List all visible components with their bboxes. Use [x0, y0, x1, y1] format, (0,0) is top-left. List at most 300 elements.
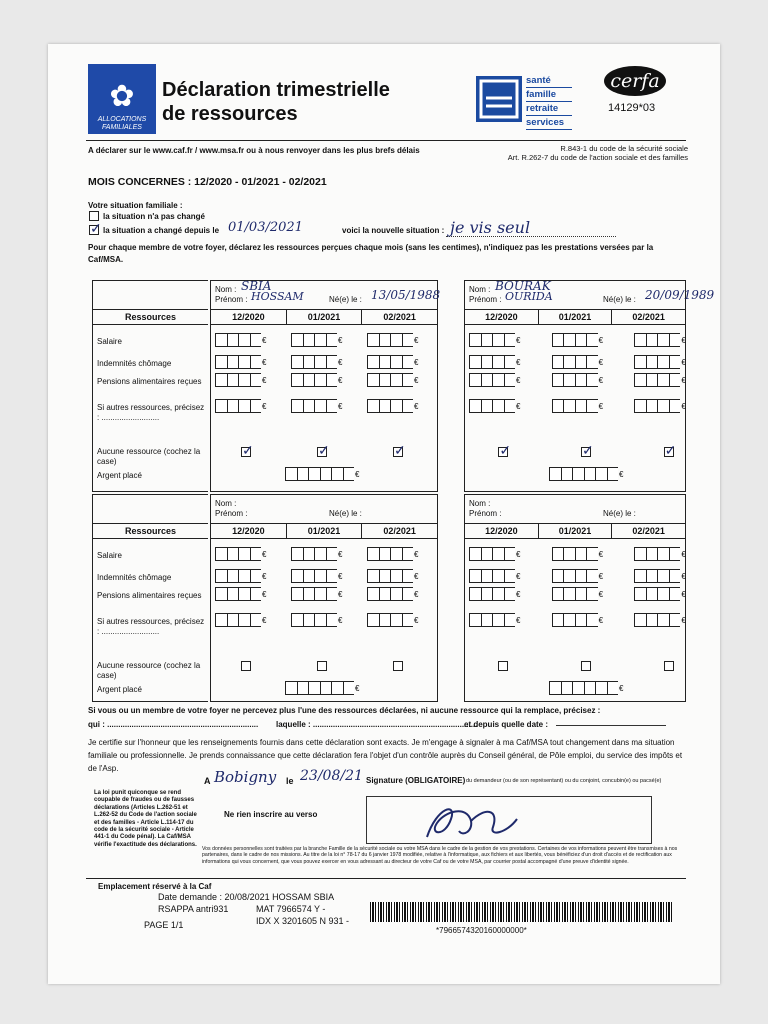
digit-box[interactable]: [402, 569, 414, 583]
digit-box[interactable]: [326, 569, 338, 583]
digit-box[interactable]: [250, 547, 262, 561]
aucune-checkbox[interactable]: [581, 661, 591, 671]
digit-box[interactable]: [303, 333, 315, 347]
digit-box[interactable]: [634, 569, 646, 583]
argent-place-input[interactable]: [285, 681, 359, 695]
amount-input[interactable]: [291, 613, 342, 627]
digit-box[interactable]: [343, 467, 355, 481]
digit-box[interactable]: [303, 587, 315, 601]
digit-box[interactable]: [215, 569, 227, 583]
aucune-checkbox[interactable]: [317, 442, 330, 458]
digit-box[interactable]: [227, 355, 239, 369]
digit-box[interactable]: [291, 355, 303, 369]
amount-input[interactable]: [215, 613, 266, 627]
digit-box[interactable]: [657, 547, 669, 561]
digit-box[interactable]: [563, 373, 575, 387]
digit-box[interactable]: [402, 333, 414, 347]
digit-box[interactable]: [646, 587, 658, 601]
amount-input[interactable]: [215, 355, 266, 369]
digit-box[interactable]: [238, 569, 250, 583]
amount-input[interactable]: [215, 333, 266, 347]
digit-box[interactable]: [481, 587, 493, 601]
amount-input[interactable]: [215, 569, 266, 583]
digit-box[interactable]: [481, 373, 493, 387]
digit-box[interactable]: [669, 355, 681, 369]
digit-box[interactable]: [303, 547, 315, 561]
digit-box[interactable]: [469, 569, 481, 583]
amount-input[interactable]: [367, 547, 418, 561]
digit-box[interactable]: [227, 547, 239, 561]
amount-input[interactable]: [552, 569, 603, 583]
digit-box[interactable]: [390, 333, 402, 347]
digit-box[interactable]: [379, 569, 391, 583]
digit-box[interactable]: [563, 399, 575, 413]
digit-box[interactable]: [563, 333, 575, 347]
amount-input[interactable]: [291, 547, 342, 561]
amount-input[interactable]: [634, 613, 685, 627]
aucune-checkbox[interactable]: [241, 661, 251, 671]
amount-input[interactable]: [215, 587, 266, 601]
nom-label: Nom :: [469, 285, 491, 294]
digit-box[interactable]: [595, 681, 607, 695]
amount-input[interactable]: [367, 613, 418, 627]
digit-box[interactable]: [634, 547, 646, 561]
digit-box[interactable]: [390, 399, 402, 413]
digit-box[interactable]: [379, 333, 391, 347]
amount-input[interactable]: [291, 373, 342, 387]
amount-input[interactable]: [634, 333, 685, 347]
digit-box[interactable]: [552, 399, 564, 413]
digit-box[interactable]: [303, 569, 315, 583]
digit-box[interactable]: [657, 373, 669, 387]
digit-box[interactable]: [402, 399, 414, 413]
digit-box[interactable]: [285, 467, 297, 481]
digit-box[interactable]: [469, 373, 481, 387]
digit-box[interactable]: [552, 355, 564, 369]
amount-input[interactable]: [469, 587, 520, 601]
digit-box[interactable]: [481, 333, 493, 347]
amount-input[interactable]: [469, 333, 520, 347]
digit-box[interactable]: [469, 333, 481, 347]
digit-box[interactable]: [575, 613, 587, 627]
digit-box[interactable]: [326, 547, 338, 561]
digit-box[interactable]: [379, 547, 391, 561]
signature-box[interactable]: [366, 796, 652, 844]
digit-box[interactable]: [238, 333, 250, 347]
argent-place-input[interactable]: [549, 681, 623, 695]
digit-box[interactable]: [367, 373, 379, 387]
digit-box[interactable]: [634, 613, 646, 627]
digit-box[interactable]: [563, 547, 575, 561]
digit-box[interactable]: [331, 681, 343, 695]
digit-box[interactable]: [504, 613, 516, 627]
digit-box[interactable]: [669, 613, 681, 627]
amount-input[interactable]: [367, 373, 418, 387]
digit-box[interactable]: [367, 399, 379, 413]
qui-field[interactable]: qui : ....................................................................: [88, 720, 259, 729]
digit-box[interactable]: [390, 373, 402, 387]
amount-input[interactable]: [634, 355, 685, 369]
digit-box[interactable]: [379, 613, 391, 627]
digit-box[interactable]: [492, 613, 504, 627]
digit-box[interactable]: [669, 399, 681, 413]
digit-box[interactable]: [326, 333, 338, 347]
digit-box[interactable]: [303, 373, 315, 387]
aucune-checkbox[interactable]: [664, 442, 677, 458]
digit-box[interactable]: [227, 333, 239, 347]
aucune-checkbox[interactable]: [241, 442, 254, 458]
digit-box[interactable]: [586, 613, 598, 627]
amount-input[interactable]: [215, 373, 266, 387]
digit-box[interactable]: [504, 587, 516, 601]
aucune-checkbox[interactable]: [498, 661, 508, 671]
amount-input[interactable]: [291, 587, 342, 601]
digit-box[interactable]: [291, 333, 303, 347]
digit-box[interactable]: [215, 399, 227, 413]
digit-box[interactable]: [549, 467, 561, 481]
digit-box[interactable]: [657, 587, 669, 601]
digit-box[interactable]: [481, 547, 493, 561]
digit-box[interactable]: [367, 613, 379, 627]
laquelle-field[interactable]: laquelle : ..........................................................................: [276, 720, 478, 729]
digit-box[interactable]: [250, 613, 262, 627]
digit-box[interactable]: [390, 569, 402, 583]
digit-box[interactable]: [314, 613, 326, 627]
digit-box[interactable]: [634, 399, 646, 413]
digit-box[interactable]: [586, 399, 598, 413]
digit-box[interactable]: [492, 547, 504, 561]
digit-box[interactable]: [238, 355, 250, 369]
digit-box[interactable]: [250, 399, 262, 413]
digit-box[interactable]: [657, 333, 669, 347]
digit-box[interactable]: [563, 587, 575, 601]
digit-box[interactable]: [303, 613, 315, 627]
digit-box[interactable]: [367, 333, 379, 347]
nom-value[interactable]: SBIA: [241, 279, 272, 293]
digit-box[interactable]: [607, 467, 619, 481]
amount-input[interactable]: [367, 355, 418, 369]
digit-box[interactable]: [481, 613, 493, 627]
digit-box[interactable]: [492, 399, 504, 413]
digit-box[interactable]: [563, 355, 575, 369]
digit-box[interactable]: [390, 355, 402, 369]
amount-input[interactable]: [469, 373, 520, 387]
aucune-checkbox[interactable]: [664, 661, 674, 671]
digit-box[interactable]: [646, 399, 658, 413]
aucune-checkbox[interactable]: [498, 442, 512, 458]
digit-box[interactable]: [215, 333, 227, 347]
digit-box[interactable]: [646, 547, 658, 561]
digit-box[interactable]: [402, 547, 414, 561]
digit-box[interactable]: [646, 373, 658, 387]
digit-box[interactable]: [595, 467, 607, 481]
digit-box[interactable]: [331, 467, 343, 481]
digit-box[interactable]: [492, 587, 504, 601]
digit-box[interactable]: [390, 613, 402, 627]
digit-box[interactable]: [492, 355, 504, 369]
digit-box[interactable]: [291, 399, 303, 413]
amount-input[interactable]: [469, 569, 520, 583]
digit-box[interactable]: [481, 569, 493, 583]
digit-box[interactable]: [504, 399, 516, 413]
check-mark-icon: ✓: [90, 220, 102, 236]
digit-box[interactable]: [552, 333, 564, 347]
digit-box[interactable]: [320, 681, 332, 695]
digit-box[interactable]: [563, 613, 575, 627]
digit-box[interactable]: [250, 333, 262, 347]
amount-input[interactable]: [469, 547, 520, 561]
digit-box[interactable]: [379, 373, 391, 387]
digit-box[interactable]: [669, 569, 681, 583]
digit-box[interactable]: [314, 333, 326, 347]
digit-box[interactable]: [481, 399, 493, 413]
digit-box[interactable]: [326, 355, 338, 369]
date-value[interactable]: 23/08/21: [300, 768, 363, 784]
digit-box[interactable]: [492, 333, 504, 347]
digit-box[interactable]: [238, 547, 250, 561]
digit-box[interactable]: [504, 333, 516, 347]
amount-input[interactable]: [291, 333, 342, 347]
changed-checkbox[interactable]: [89, 220, 102, 236]
digit-box[interactable]: [657, 569, 669, 583]
digit-box[interactable]: [634, 373, 646, 387]
digit-box[interactable]: [390, 547, 402, 561]
digit-box[interactable]: [314, 587, 326, 601]
digit-box[interactable]: [303, 399, 315, 413]
aucune-checkbox[interactable]: [581, 442, 594, 458]
dob-value[interactable]: 13/05/1988: [371, 288, 441, 302]
digit-box[interactable]: [320, 467, 332, 481]
dob-value[interactable]: 20/09/1989: [645, 288, 715, 302]
digit-box[interactable]: [492, 373, 504, 387]
digit-box[interactable]: [227, 399, 239, 413]
digit-box[interactable]: [634, 355, 646, 369]
digit-box[interactable]: [469, 355, 481, 369]
digit-box[interactable]: [227, 373, 239, 387]
amount-input[interactable]: [469, 613, 520, 627]
digit-box[interactable]: [552, 569, 564, 583]
amount-input[interactable]: [291, 355, 342, 369]
digit-box[interactable]: [561, 681, 573, 695]
amount-input[interactable]: [634, 547, 685, 561]
digit-box[interactable]: [402, 613, 414, 627]
amount-input[interactable]: [552, 547, 603, 561]
digit-box[interactable]: [669, 547, 681, 561]
digit-box[interactable]: [492, 569, 504, 583]
digit-box[interactable]: [250, 569, 262, 583]
digit-box[interactable]: [504, 355, 516, 369]
digit-box[interactable]: [657, 355, 669, 369]
amount-input[interactable]: [291, 399, 342, 413]
digit-box[interactable]: [646, 333, 658, 347]
digit-box[interactable]: [575, 569, 587, 583]
prenom-value[interactable]: HOSSAM: [251, 290, 304, 303]
amount-input[interactable]: [552, 399, 603, 413]
digit-box[interactable]: [250, 373, 262, 387]
digit-box[interactable]: [575, 355, 587, 369]
digit-box[interactable]: [285, 681, 297, 695]
digit-box[interactable]: [379, 399, 391, 413]
digit-box[interactable]: [634, 333, 646, 347]
digit-box[interactable]: [326, 399, 338, 413]
amount-input[interactable]: [215, 547, 266, 561]
digit-box[interactable]: [303, 355, 315, 369]
digit-box[interactable]: [481, 355, 493, 369]
amount-input[interactable]: [367, 587, 418, 601]
digit-box[interactable]: [586, 333, 598, 347]
digit-box[interactable]: [504, 569, 516, 583]
digit-box[interactable]: [308, 467, 320, 481]
digit-box[interactable]: [314, 399, 326, 413]
aucune-checkbox[interactable]: [317, 661, 327, 671]
digit-box[interactable]: [314, 547, 326, 561]
digit-box[interactable]: [227, 569, 239, 583]
digit-box[interactable]: [402, 355, 414, 369]
amount-input[interactable]: [634, 587, 685, 601]
digit-box[interactable]: [238, 587, 250, 601]
digit-box[interactable]: [575, 373, 587, 387]
digit-box[interactable]: [227, 587, 239, 601]
amount-input[interactable]: [552, 613, 603, 627]
digit-box[interactable]: [469, 547, 481, 561]
amount-input[interactable]: [552, 587, 603, 601]
digit-box[interactable]: [469, 613, 481, 627]
digit-box[interactable]: [291, 613, 303, 627]
digit-box[interactable]: [504, 373, 516, 387]
amount-input[interactable]: [367, 569, 418, 583]
digit-box[interactable]: [379, 587, 391, 601]
digit-box[interactable]: [326, 613, 338, 627]
digit-box[interactable]: [238, 373, 250, 387]
digit-box[interactable]: [314, 569, 326, 583]
digit-box[interactable]: [343, 681, 355, 695]
digit-box[interactable]: [586, 547, 598, 561]
digit-box[interactable]: [552, 373, 564, 387]
msa-logo: [476, 76, 522, 122]
changed-date[interactable]: 01/03/2021: [228, 220, 303, 235]
digit-box[interactable]: [584, 681, 596, 695]
digit-box[interactable]: [250, 587, 262, 601]
amount-input[interactable]: [469, 399, 520, 413]
digit-box[interactable]: [367, 587, 379, 601]
digit-box[interactable]: [575, 587, 587, 601]
amount-input[interactable]: [291, 569, 342, 583]
digit-box[interactable]: [326, 373, 338, 387]
digit-box[interactable]: [238, 399, 250, 413]
amount-input[interactable]: [552, 373, 603, 387]
prenom-value[interactable]: OURIDA: [505, 290, 553, 303]
digit-box[interactable]: [646, 613, 658, 627]
digit-box[interactable]: [607, 681, 619, 695]
depuis-date-field[interactable]: [556, 716, 666, 726]
amount-input[interactable]: [215, 399, 266, 413]
digit-box[interactable]: [215, 373, 227, 387]
argent-place-input[interactable]: [285, 467, 359, 481]
aucune-checkbox[interactable]: [393, 661, 403, 671]
digit-box[interactable]: [575, 399, 587, 413]
amount-input[interactable]: [552, 333, 603, 347]
amount-input[interactable]: [552, 355, 603, 369]
digit-box[interactable]: [250, 355, 262, 369]
amount-input[interactable]: [367, 333, 418, 347]
digit-box[interactable]: [552, 547, 564, 561]
digit-box[interactable]: [669, 587, 681, 601]
digit-box[interactable]: [646, 355, 658, 369]
digit-box[interactable]: [367, 547, 379, 561]
place-value[interactable]: Bobigny: [214, 768, 277, 786]
digit-box[interactable]: [215, 355, 227, 369]
digit-box[interactable]: [291, 587, 303, 601]
amount-input[interactable]: [367, 399, 418, 413]
digit-box[interactable]: [549, 681, 561, 695]
digit-box[interactable]: [669, 373, 681, 387]
digit-box[interactable]: [308, 681, 320, 695]
aucune-checkbox[interactable]: [393, 442, 406, 458]
digit-box[interactable]: [314, 355, 326, 369]
digit-box[interactable]: [326, 587, 338, 601]
digit-box[interactable]: [563, 569, 575, 583]
digit-box[interactable]: [586, 587, 598, 601]
digit-box[interactable]: [469, 587, 481, 601]
digit-box[interactable]: [572, 467, 584, 481]
amount-input[interactable]: [634, 373, 685, 387]
digit-box[interactable]: [657, 613, 669, 627]
digit-box[interactable]: [552, 613, 564, 627]
digit-box[interactable]: [561, 467, 573, 481]
euro-sign: €: [262, 589, 267, 599]
digit-box[interactable]: [586, 355, 598, 369]
digit-box[interactable]: [238, 613, 250, 627]
digit-box[interactable]: [634, 587, 646, 601]
digit-box[interactable]: [227, 613, 239, 627]
euro-sign: €: [516, 335, 521, 345]
nom-value[interactable]: BOURAK: [495, 279, 551, 293]
digit-box[interactable]: [646, 569, 658, 583]
digit-box[interactable]: [291, 569, 303, 583]
amount-input[interactable]: [634, 399, 685, 413]
digit-box[interactable]: [469, 399, 481, 413]
digit-box[interactable]: [402, 587, 414, 601]
digit-box[interactable]: [291, 373, 303, 387]
digit-box[interactable]: [586, 373, 598, 387]
digit-box[interactable]: [657, 399, 669, 413]
amount-input[interactable]: [469, 355, 520, 369]
digit-box[interactable]: [552, 587, 564, 601]
digit-box[interactable]: [215, 547, 227, 561]
digit-box[interactable]: [314, 373, 326, 387]
digit-box[interactable]: [297, 467, 309, 481]
digit-box[interactable]: [367, 569, 379, 583]
digit-box[interactable]: [367, 355, 379, 369]
digit-box[interactable]: [215, 613, 227, 627]
digit-box[interactable]: [402, 373, 414, 387]
argent-place-input[interactable]: [549, 467, 623, 481]
digit-box[interactable]: [390, 587, 402, 601]
digit-box[interactable]: [575, 333, 587, 347]
digit-box[interactable]: [379, 355, 391, 369]
amount-input[interactable]: [634, 569, 685, 583]
digit-box[interactable]: [584, 467, 596, 481]
digit-box[interactable]: [291, 547, 303, 561]
digit-box[interactable]: [669, 333, 681, 347]
digit-box[interactable]: [572, 681, 584, 695]
digit-box[interactable]: [586, 569, 598, 583]
digit-box[interactable]: [504, 547, 516, 561]
digit-box[interactable]: [297, 681, 309, 695]
digit-box[interactable]: [215, 587, 227, 601]
new-situation-value[interactable]: je vis seul: [450, 218, 531, 237]
digit-box[interactable]: [575, 547, 587, 561]
